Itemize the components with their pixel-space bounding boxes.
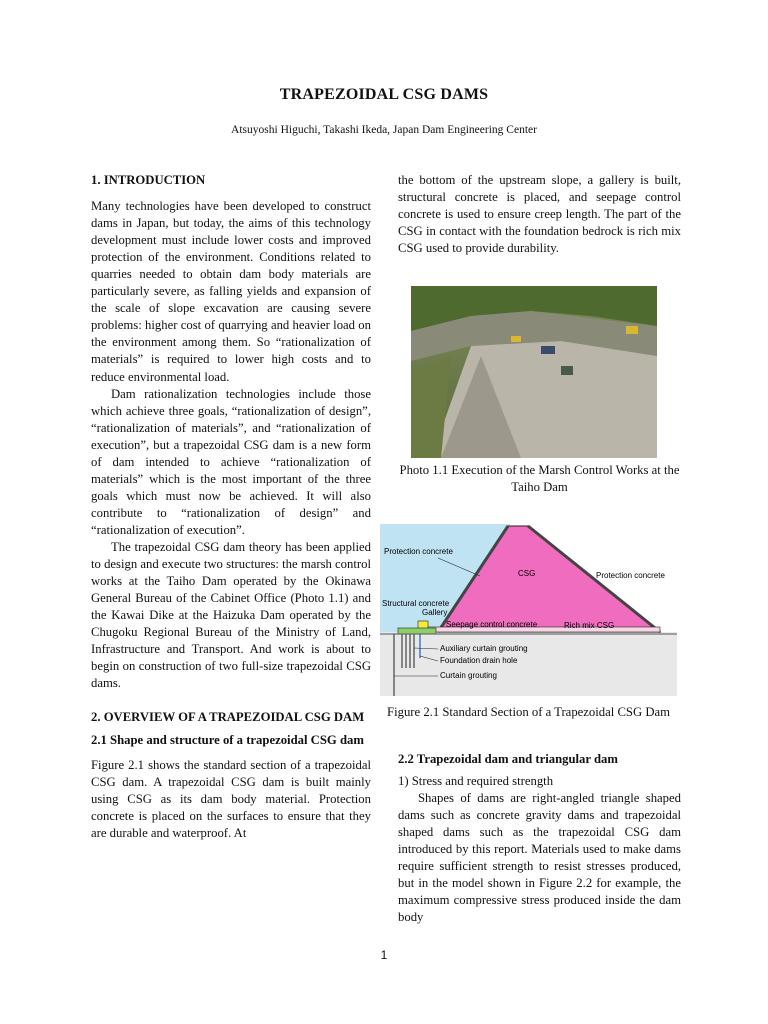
section-1-heading: 1. INTRODUCTION bbox=[91, 173, 206, 187]
subsection-2-2-item: 1) Stress and required strength bbox=[398, 774, 554, 789]
intro-paragraph-3: The trapezoidal CSG dam theory has been applied to design and execute two structures: the marsh control works at the Taiho Dam operated by the Okinawa General Bureau of the Cabinet Office (Photo 1.1) and the Kawai Dike at the Haizuka Dam operated by the Chugoku Regional Bureau of the Ministry of Land, Infrastructure and Transport. And work is about to begin on construction of two full-size trapezoidal CSG dams. bbox=[91, 539, 371, 691]
left-column bbox=[91, 172, 371, 842]
author-line: Atsuyoshi Higuchi, Takashi Ikeda, Japan Dam Engineering Center bbox=[231, 124, 537, 136]
label-protection-right: Protection concrete bbox=[596, 571, 665, 580]
label-drain: Foundation drain hole bbox=[440, 656, 518, 665]
dam-construction-photo bbox=[411, 286, 657, 458]
photo-caption: Photo 1.1 Execution of the Marsh Control Works at the Taiho Dam bbox=[399, 463, 680, 494]
paper-title: TRAPEZOIDAL CSG DAMS bbox=[279, 86, 489, 103]
intro-paragraph-1: Many technologies have been developed to construct dams in Japan, but today, the aims of this technology development must include lower costs and improved protection of the environment. Conditions related to quarries needed to obtain dam body materials are particularly severe, as falling yields and expansion of the scale of slope excavation are causing severe problems: higher cost of quarrying and heavier load on the environment among them. So “rationalization of materials” is required to lower high costs and to reduce environmental load. bbox=[91, 199, 371, 384]
label-protection-left: Protection concrete bbox=[384, 547, 453, 556]
dam-cross-section-figure bbox=[380, 518, 677, 696]
subsection-2-2-heading: 2.2 Trapezoidal dam and triangular dam bbox=[398, 752, 618, 766]
seepage-block bbox=[398, 628, 436, 634]
section-2-1-paragraph: Figure 2.1 shows the standard section of a trapezoidal CSG dam. A trapezoidal CSG dam is built mainly using CSG as its dam body material. Protection concrete is placed on the surfaces to ensure that they are durable and waterproof. At bbox=[91, 757, 371, 840]
label-csg: CSG bbox=[518, 569, 536, 578]
section-2-2-paragraph: Shapes of dams are right-angled triangle shaped dams such as concrete gravity dams and trapezoidal shaped dams such as the trapezoidal CSG dam introduced by this report. Materials used to make dams require sufficient strength to resist stresses produced, but in the model shown in Figure 2.2 for example, the maximum compressive stress produced inside the dam body bbox=[398, 791, 681, 925]
right-column-top bbox=[398, 172, 681, 257]
label-curtain: Curtain grouting bbox=[440, 671, 497, 680]
section-2-heading: 2. OVERVIEW OF A TRAPEZOIDAL CSG DAM bbox=[91, 710, 365, 725]
figure-caption: Figure 2.1 Standard Section of a Trapezoidal CSG Dam bbox=[387, 705, 670, 719]
label-seepage: Seepage control concrete bbox=[446, 620, 538, 629]
label-structural: Structural concrete bbox=[382, 599, 450, 608]
page-number: 1 bbox=[380, 948, 388, 962]
intro-paragraph-2: Dam rationalization technologies include those which achieve three goals, “rationalization of design”, “rationalization of materials”, and “rationalization of execution”, but a trapezoidal CSG dam is a new form of dam intended to achieve “rationalization of materials” which is the most important of the three goals which must now be achieved. It will also contribute to “rationalization of design” and “rationalization of execution”. bbox=[91, 386, 371, 537]
section-2-1-continued: the bottom of the upstream slope, a gallery is built, structural concrete is placed, and seepage control concrete is used to ensure creep length. The part of the CSG in contact with the foundation bedrock is rich mix CSG used to provide durability. bbox=[398, 173, 681, 256]
label-aux-curtain: Auxiliary curtain grouting bbox=[440, 644, 528, 653]
foundation-bedrock bbox=[380, 632, 677, 696]
label-gallery: Gallery bbox=[422, 608, 448, 617]
subsection-2-1-heading: 2.1 Shape and structure of a trapezoidal CSG dam bbox=[91, 733, 364, 748]
label-rich-mix: Rich mix CSG bbox=[564, 621, 615, 630]
right-column-bottom bbox=[398, 751, 681, 926]
